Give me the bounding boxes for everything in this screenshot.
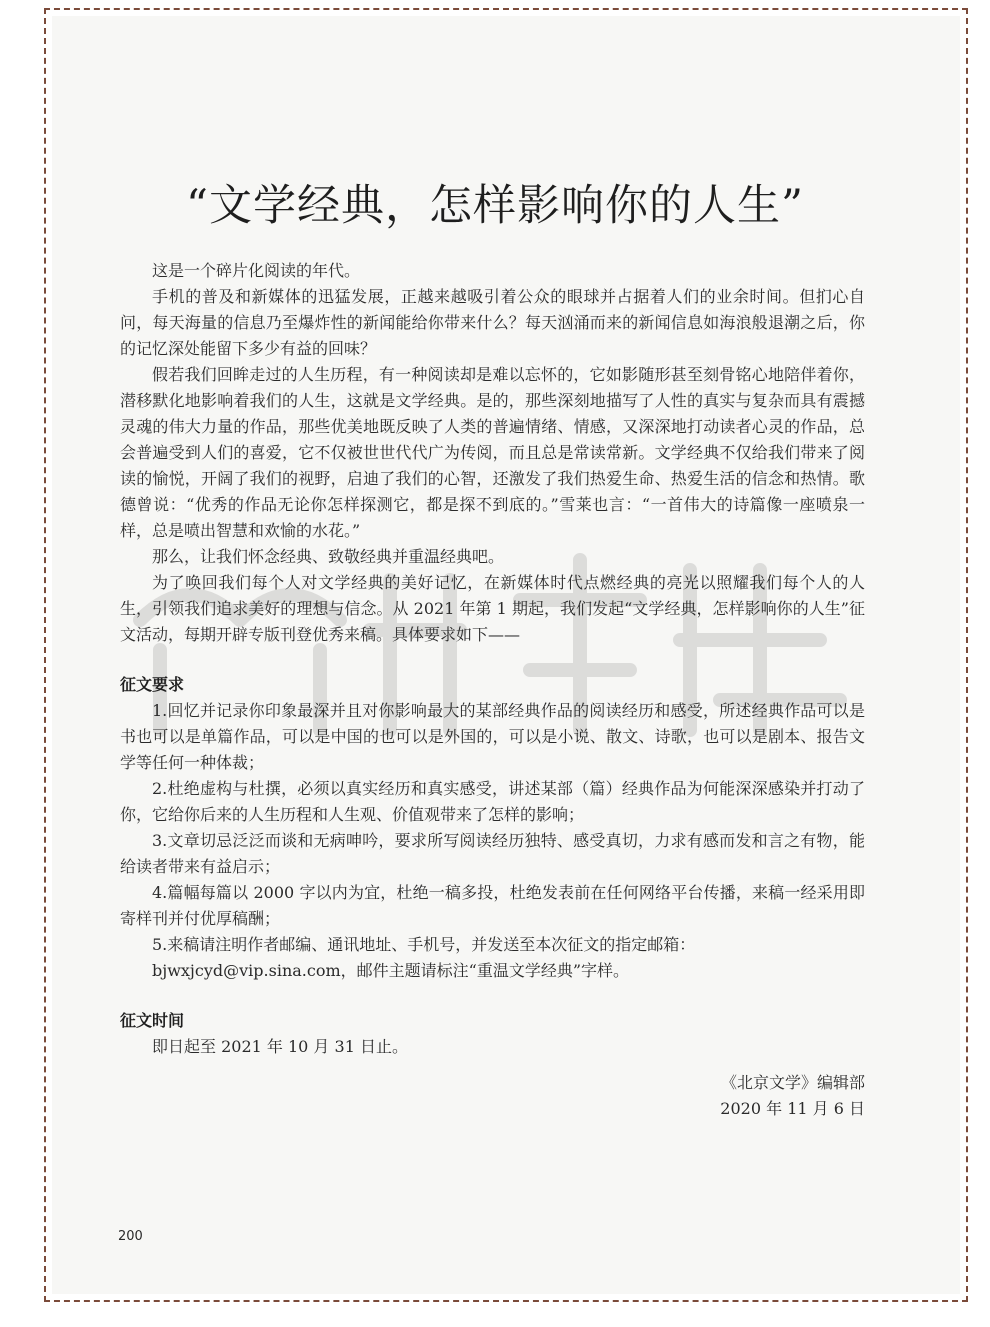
signature-org: 《北京文学》编辑部 bbox=[720, 1073, 865, 1092]
requirement-item: 2.杜绝虚构与杜撰，必须以真实经历和真实感受，讲述某部（篇）经典作品为何能深深感染并打动了你，它给你后来的人生历程和人生观、价值观带来了怎样的影响； bbox=[120, 779, 865, 824]
intro-paragraph: 手机的普及和新媒体的迅猛发展，正越来越吸引着公众的眼球并占据着人们的业余时间。但扪心自问，每天海量的信息乃至爆炸性的新闻能给你带来什么？每天汹涌而来的新闻信息如海浪般退潮之后，你的记忆深处能留下多少有益的回味？ bbox=[120, 287, 865, 358]
article-title: “文学经典，怎样影响你的人生” bbox=[186, 181, 804, 231]
signature-date: 2020 年 11 月 6 日 bbox=[720, 1099, 865, 1118]
intro-paragraph: 假若我们回眸走过的人生历程，有一种阅读却是难以忘怀的，它如影随形甚至刻骨铭心地陪伴着你，潜移默化地影响着我们的人生，这就是文学经典。是的，那些深刻地描写了人性的真实与复杂而具有震撼灵魂的伟大力量的作品，那些优美地既反映了人类的普遍情绪、情感，又深深地打动读者心灵的作品，总会普遍受到人们的喜爱，它不仅被世世代代广为传阅，而且总是常读常新。文学经典不仅给我们带来了阅读的愉悦，开阔了我们的视野，启迪了我们的心智，还激发了我们热爱生命、热爱生活的信念和热情。歌德曾说：“优秀的作品无论你怎样探测它，都是探不到底的。”雪莱也言：“一首伟大的诗篇像一座喷泉一样，总是喷出智慧和欢愉的水花。” bbox=[120, 365, 865, 540]
intro-paragraph: 为了唤回我们每个人对文学经典的美好记忆，在新媒体时代点燃经典的亮光以照耀我们每个人的人生，引领我们追求美好的理想与信念。从 2021 年第 1 期起，我们发起“文学经典，怎样影响你的人生”征文活动，每期开辟专版刊登优秀来稿。具体要求如下—— bbox=[120, 573, 865, 644]
article-body bbox=[120, 258, 865, 1122]
intro-paragraph: 这是一个碎片化阅读的年代。 bbox=[152, 261, 361, 280]
requirement-item: 3.文章切忌泛泛而谈和无病呻吟，要求所写阅读经历独特、感受真切，力求有感而发和言之有物，能给读者带来有益启示； bbox=[120, 831, 865, 876]
intro-paragraph: 那么，让我们怀念经典、致敬经典并重温经典吧。 bbox=[152, 547, 505, 566]
requirement-item: 1.回忆并记录你印象最深并且对你影响最大的某部经典作品的阅读经历和感受，所述经典作品可以是书也可以是单篇作品，可以是中国的也可以是外国的，可以是小说、散文、诗歌，也可以是剧本、报告文学等任何一种体裁； bbox=[120, 701, 865, 772]
schedule-heading: 征文时间 bbox=[120, 1011, 185, 1030]
submission-email: bjwxjcyd@vip.sina.com，邮件主题请标注“重温文学经典”字样。 bbox=[152, 961, 629, 980]
schedule-text: 即日起至 2021 年 10 月 31 日止。 bbox=[152, 1037, 408, 1056]
page-number: 200 bbox=[118, 1229, 143, 1244]
requirements-heading: 征文要求 bbox=[120, 675, 185, 694]
requirement-item: 4.篇幅每篇以 2000 字以内为宜，杜绝一稿多投，杜绝发表前在任何网络平台传播，来稿一经采用即寄样刊并付优厚稿酬； bbox=[120, 883, 865, 928]
requirement-item: 5.来稿请注明作者邮编、通讯地址、手机号，并发送至本次征文的指定邮箱： bbox=[152, 935, 696, 954]
